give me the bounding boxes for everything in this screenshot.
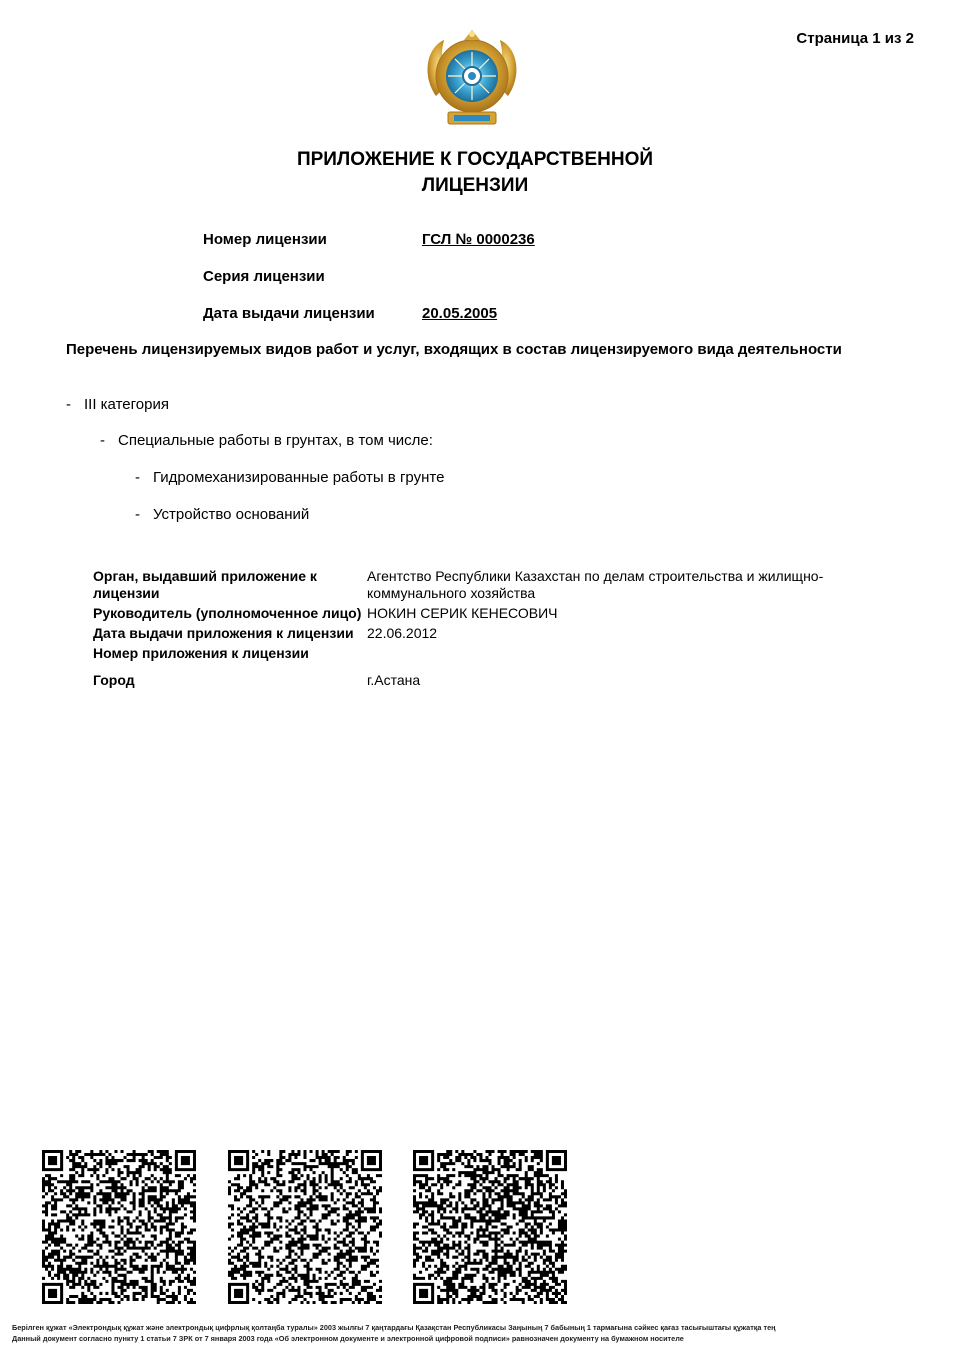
license-number-value: ГСЛ № 0000236 xyxy=(422,231,535,248)
license-series-label: Серия лицензии xyxy=(203,268,325,285)
activities-intro: Перечень лицензируемых видов работ и услуг, входящих в состав лицензируемого вида деятельности xyxy=(66,341,842,358)
detail-value xyxy=(367,645,833,662)
footer-line-kz: Берілген құжат «Электрондық құжат және электрондық цифрлық қолтаңба туралы» 2003 жылғы 7 қаңтардағы Қазақстан Республикасы Заңының 7 бабының 1 тармағына сәйкес қағаз тасығыштағы құжатқа тең xyxy=(12,1323,776,1332)
activity-item: - Устройство оснований xyxy=(135,506,310,523)
qr-code-1 xyxy=(42,1150,196,1304)
document-title xyxy=(0,147,950,199)
footer-line-ru: Данный документ согласно пункту 1 статьи 7 ЗРК от 7 января 2003 года «Об электронном документе и электронной цифровой подписи» равнозначен документу на бумажном носителе xyxy=(12,1334,684,1343)
issuer-details xyxy=(93,568,833,692)
detail-row xyxy=(93,625,833,642)
title-line-1: ПРИЛОЖЕНИЕ К ГОСУДАРСТВЕННОЙ xyxy=(296,149,654,170)
activity-item-text: III категория xyxy=(84,396,169,413)
qr-code-2 xyxy=(228,1150,382,1304)
activity-item: - Гидромеханизированные работы в грунте xyxy=(135,469,445,486)
activity-item: - Специальные работы в грунтах, в том числе: xyxy=(100,432,433,449)
activity-item-text: Устройство оснований xyxy=(153,506,310,523)
detail-row xyxy=(93,568,833,602)
license-series-row xyxy=(203,268,422,285)
detail-label: Дата выдачи приложения к лицензии xyxy=(93,625,354,641)
detail-value: НОКИН СЕРИК КЕНЕСОВИЧ xyxy=(367,605,558,621)
license-number-row xyxy=(203,231,535,248)
detail-row xyxy=(93,672,833,689)
legal-footer xyxy=(12,1322,776,1344)
license-date-label: Дата выдачи лицензии xyxy=(203,305,375,322)
qr-code-3 xyxy=(413,1150,567,1304)
license-number-label: Номер лицензии xyxy=(203,231,327,248)
detail-label: Город xyxy=(93,672,135,688)
title-line-2: ЛИЦЕНЗИИ xyxy=(421,175,529,196)
detail-row xyxy=(93,605,833,622)
state-emblem-icon xyxy=(418,26,526,132)
page-indicator: Страница 1 из 2 xyxy=(796,30,914,47)
activity-item: - III категория xyxy=(66,396,169,413)
detail-row xyxy=(93,645,833,662)
detail-label: Номер приложения к лицензии xyxy=(93,645,309,661)
detail-value: г.Астана xyxy=(367,672,421,688)
license-date-row xyxy=(203,305,497,322)
activity-item-text: Гидромеханизированные работы в грунте xyxy=(153,469,445,486)
activity-item-text: Специальные работы в грунтах, в том числе: xyxy=(118,432,433,449)
detail-value: Агентство Республики Казахстан по делам строительства и жилищно-коммунального хозяйства xyxy=(367,568,824,601)
detail-value: 22.06.2012 xyxy=(367,625,438,641)
detail-label: Руководитель (уполномоченное лицо) xyxy=(93,605,362,621)
license-date-value: 20.05.2005 xyxy=(422,305,498,322)
detail-label: Орган, выдавший приложение к лицензии xyxy=(93,568,317,601)
